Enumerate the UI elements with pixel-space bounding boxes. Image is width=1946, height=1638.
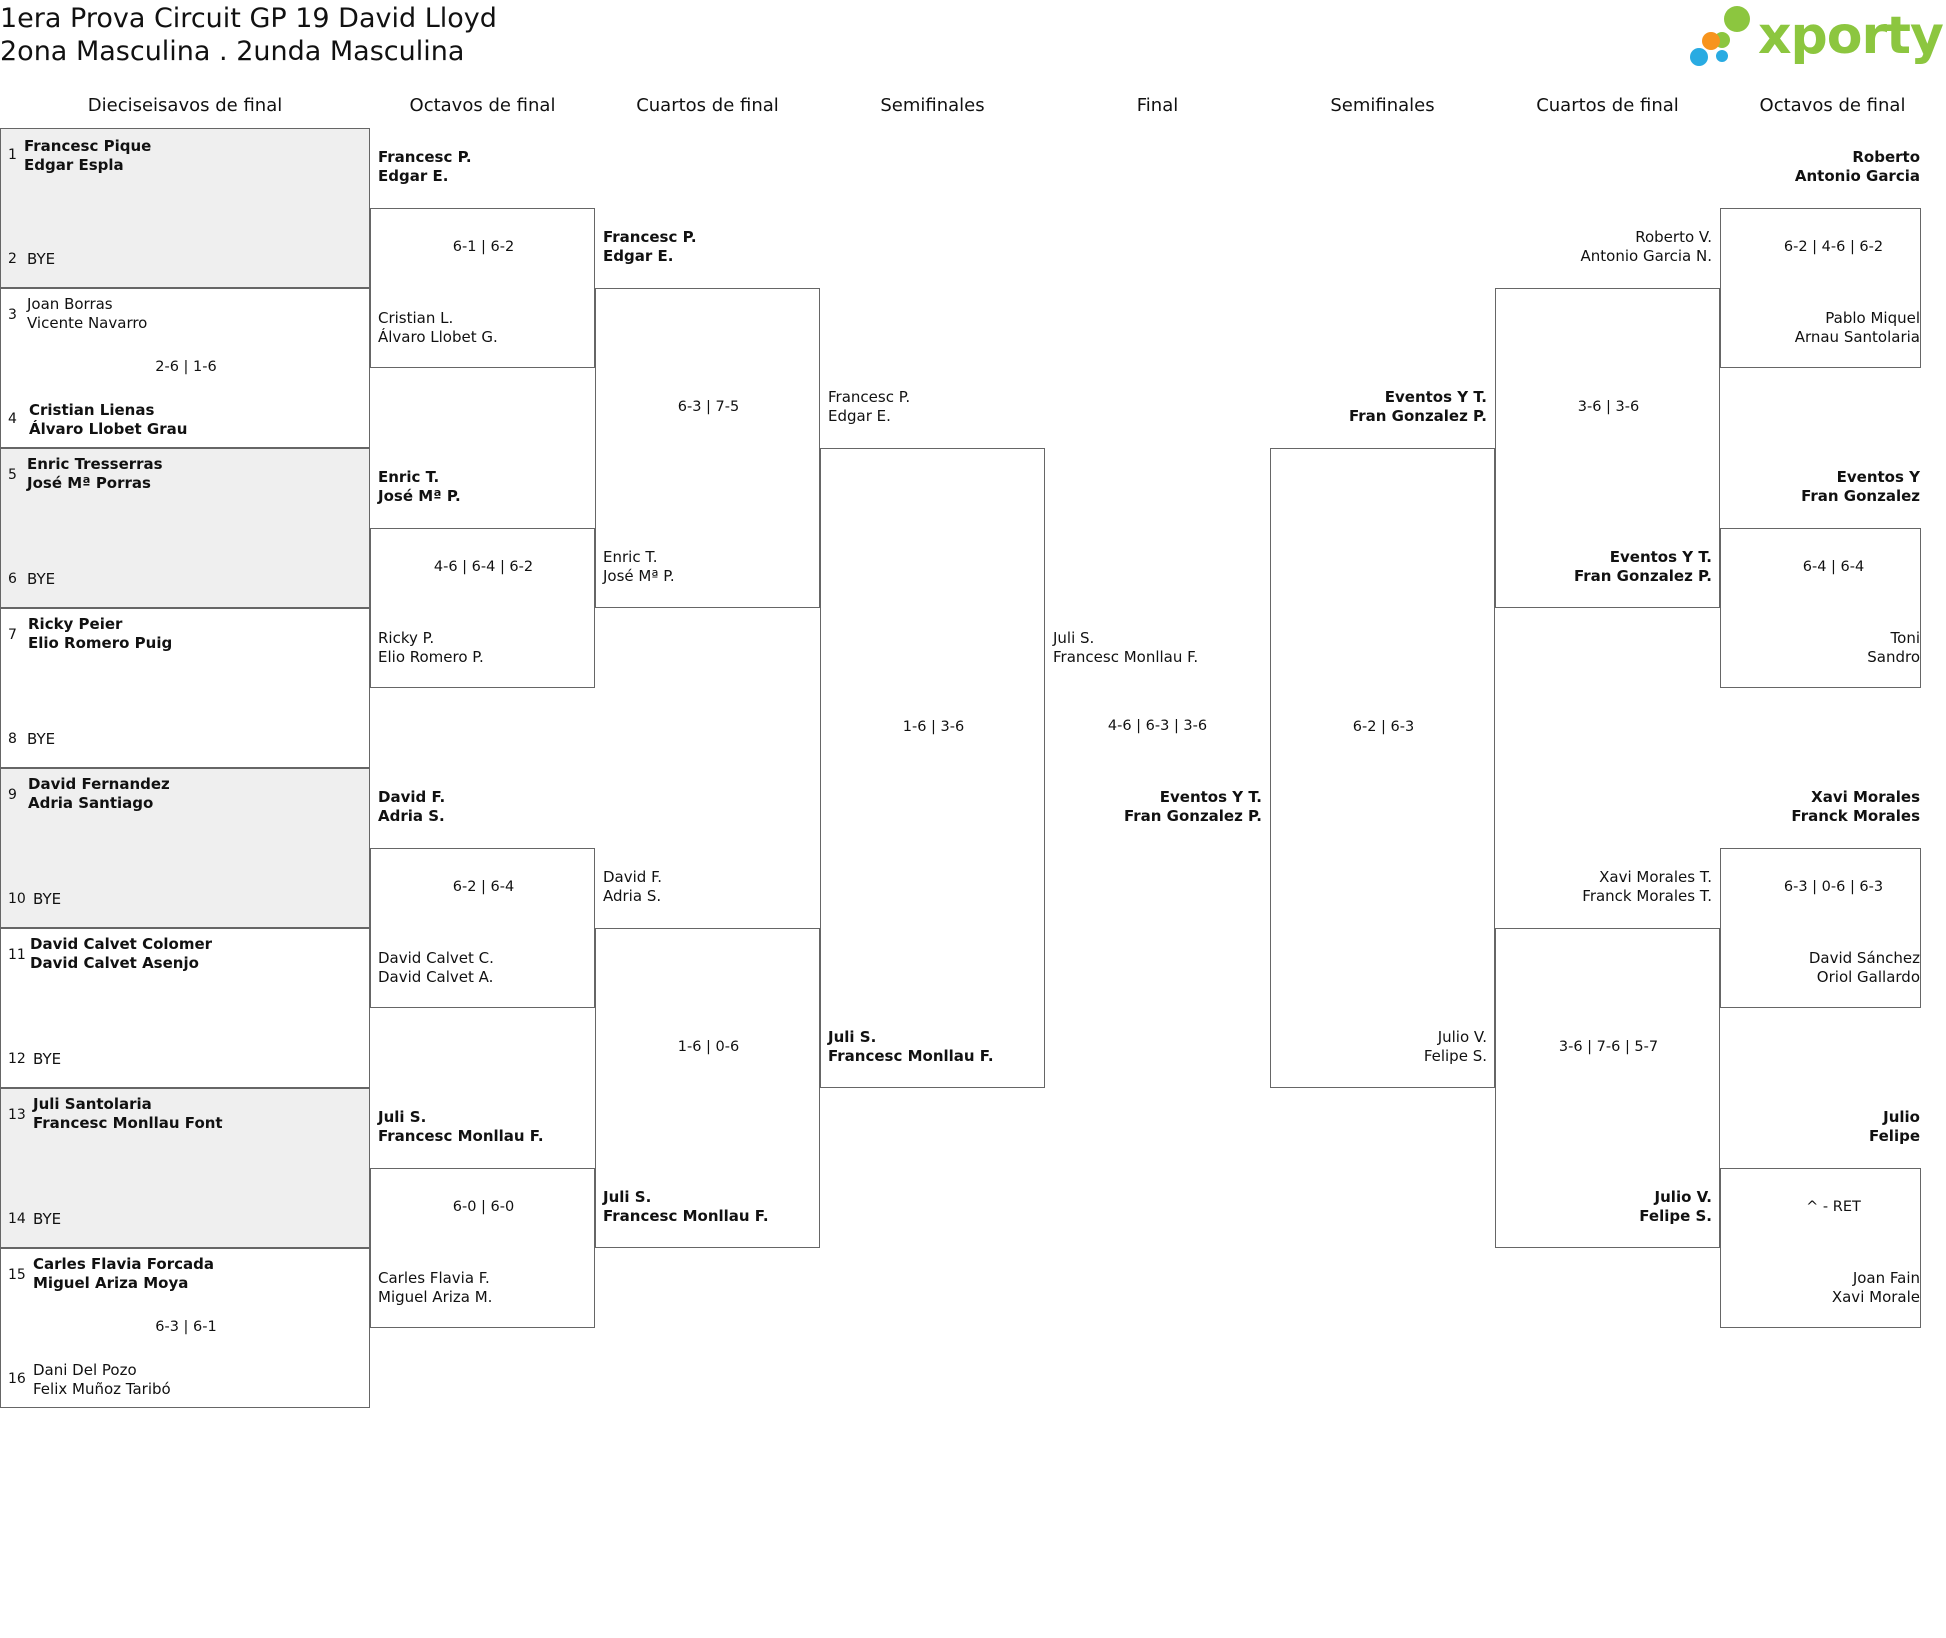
player-name: Franck Morales (1791, 807, 1920, 825)
r32-match-3 (0, 448, 370, 608)
player-name: Edgar E. (828, 407, 891, 425)
seed-number: 11 (8, 947, 26, 963)
player-name: Cristian Lienas (29, 401, 155, 419)
player-name: Adria Santiago (28, 794, 154, 812)
player-name: BYE (33, 1210, 62, 1228)
player-name: Fran Gonzalez P. (1573, 567, 1712, 585)
r32-match-6 (0, 928, 370, 1088)
sf-right-box (1270, 448, 1495, 1088)
qf-right-1-team-a (1495, 228, 1712, 266)
sf-left-team-b (828, 1028, 994, 1066)
match-score: 1-6 | 0-6 (677, 1039, 740, 1055)
logo-orange-dot (1702, 32, 1720, 50)
r16-right-4-team-a (1720, 1108, 1920, 1146)
qf-right-2-team-b (1495, 1188, 1712, 1226)
qf-left-2-team-a (603, 868, 662, 906)
player-name: Sandro (1867, 648, 1920, 666)
player-name: José Mª Porras (27, 474, 151, 492)
col-header-round16-left: Octavos de final (409, 95, 556, 116)
match-score: 6-2 | 6-4 (452, 879, 515, 895)
player-name: David Calvet Asenjo (30, 954, 199, 972)
qf-right-1-team-b (1495, 548, 1712, 586)
col-header-round32: Dieciseisavos de final (87, 95, 283, 116)
seed-number: 15 (8, 1267, 26, 1283)
col-header-semifinal-left: Semifinales (880, 95, 985, 116)
player-name: BYE (27, 730, 56, 748)
final-team-b (1045, 788, 1262, 826)
player-name: Francesc P. (603, 228, 697, 246)
player-name: Felipe (1868, 1127, 1920, 1145)
sf-right-team-a (1270, 388, 1487, 426)
match-score: ^ - RET (1806, 1199, 1861, 1215)
r16-right-3-team-b (1720, 949, 1920, 987)
player-name: Antonio Garcia N. (1580, 247, 1712, 265)
player-name: David Calvet A. (378, 968, 494, 986)
player-name: Fran Gonzalez P. (1123, 807, 1262, 825)
player-name: Ricky Peier (28, 615, 123, 633)
r32-match-5 (0, 768, 370, 928)
player-name: Toni (1890, 629, 1920, 647)
player-name: Arnau Santolaria (1794, 328, 1920, 346)
player-name: Eventos Y T. (1384, 388, 1487, 406)
player-name: Enric T. (603, 548, 658, 566)
r16-left-4-team-a (378, 1108, 544, 1146)
player-name: David Calvet C. (378, 949, 494, 967)
player-name: Juli S. (828, 1028, 877, 1046)
player-name: Felipe S. (1639, 1207, 1712, 1225)
seed-number: 4 (8, 411, 17, 427)
match-score: 3-6 | 7-6 | 5-7 (1558, 1039, 1659, 1055)
player-name: Francesc Monllau F. (603, 1207, 769, 1225)
seed-number: 10 (8, 891, 26, 907)
player-name: Enric T. (378, 468, 440, 486)
col-header-final: Final (1136, 95, 1179, 116)
match-score: 6-0 | 6-0 (452, 1199, 515, 1215)
player-name: Eventos Y T. (1609, 548, 1712, 566)
qf-right-2-team-a (1495, 868, 1712, 906)
seed-number: 5 (8, 467, 17, 483)
player-name: Julio (1883, 1108, 1920, 1126)
r32-match-7 (0, 1088, 370, 1248)
player-name: Pablo Miquel (1825, 309, 1920, 327)
seed-number: 7 (8, 627, 17, 643)
category-title: 2ona Masculina . 2unda Masculina (0, 36, 465, 67)
seed-number: 6 (8, 571, 17, 587)
player-name: Cristian L. (378, 309, 454, 327)
player-name: Xavi Morales (1811, 788, 1920, 806)
final-score: 4-6 | 6-3 | 3-6 (1107, 718, 1208, 734)
player-name: Fran Gonzalez P. (1348, 407, 1487, 425)
r32-match-4 (0, 608, 370, 768)
col-header-semifinal-right: Semifinales (1330, 95, 1435, 116)
player-name: Joan Borras (27, 295, 113, 313)
player-name: Elio Romero P. (378, 648, 484, 666)
player-name: Ricky P. (378, 629, 435, 647)
player-name: Enric Tresserras (27, 455, 163, 473)
match-score: 6-2 | 4-6 | 6-2 (1783, 239, 1884, 255)
player-name: David F. (603, 868, 663, 886)
player-name: Felipe S. (1423, 1047, 1487, 1065)
qf-left-2-team-b (603, 1188, 769, 1226)
r16-right-4-team-b (1720, 1269, 1920, 1307)
player-name: Franck Morales T. (1582, 887, 1712, 905)
xporty-logo (1690, 4, 1943, 68)
match-score: 6-3 | 0-6 | 6-3 (1783, 879, 1884, 895)
player-name: Adria S. (378, 807, 445, 825)
final-team-a (1053, 629, 1198, 667)
match-score: 1-6 | 3-6 (902, 719, 965, 735)
r32-match-1 (0, 128, 370, 288)
qf-left-1-team-b (603, 548, 675, 586)
player-name: Roberto (1852, 148, 1920, 166)
player-name: Edgar E. (378, 167, 449, 185)
player-name: Julio V. (1654, 1188, 1712, 1206)
player-name: Francesc P. (828, 388, 911, 406)
logo-green-dot (1724, 6, 1750, 32)
seed-number: 14 (8, 1211, 26, 1227)
match-score: 6-4 | 6-4 (1802, 559, 1865, 575)
player-name: Joan Fain (1852, 1269, 1920, 1287)
player-name: Francesc Monllau Font (33, 1114, 223, 1132)
seed-number: 1 (8, 147, 17, 163)
player-name: Juli S. (603, 1188, 652, 1206)
col-header-quarterfinal-left: Cuartos de final (636, 95, 779, 116)
player-name: José Mª P. (378, 487, 461, 505)
player-name: Julio V. (1437, 1028, 1487, 1046)
player-name: Adria S. (603, 887, 662, 905)
r16-left-3-team-a (378, 788, 445, 826)
seed-number: 9 (8, 787, 17, 803)
player-name: David F. (378, 788, 446, 806)
player-name: BYE (33, 1050, 62, 1068)
match-score: 2-6 | 1-6 (155, 359, 217, 375)
player-name: Eventos Y (1836, 468, 1920, 486)
player-name: José Mª P. (603, 567, 675, 585)
match-score: 3-6 | 3-6 (1577, 399, 1640, 415)
player-name: Felix Muñoz Taribó (33, 1380, 171, 1398)
seed-number: 8 (8, 731, 17, 747)
player-name: Francesc Monllau F. (1053, 648, 1199, 666)
player-name: David Calvet Colomer (30, 935, 213, 953)
player-name: David Sánchez (1808, 949, 1920, 967)
r16-right-1-team-a (1720, 148, 1920, 186)
player-name: Edgar E. (603, 247, 674, 265)
player-name: Fran Gonzalez (1801, 487, 1920, 505)
player-name: Juli S. (1053, 629, 1095, 647)
player-name: Francesc Pique (24, 137, 152, 155)
player-name: Xavi Morales T. (1599, 868, 1712, 886)
r16-left-2-team-b (378, 629, 484, 667)
player-name: Edgar Espla (24, 156, 124, 174)
player-name: David Fernandez (28, 775, 170, 793)
r32-match-2 (0, 288, 370, 448)
player-name: BYE (27, 250, 56, 268)
player-name: BYE (33, 890, 62, 908)
player-name: Juli Santolaria (33, 1095, 152, 1113)
player-name: Francesc P. (378, 148, 472, 166)
sf-left-team-a (828, 388, 910, 426)
player-name: Francesc Monllau F. (828, 1047, 994, 1065)
logo-small-blue-dot (1716, 50, 1728, 62)
player-name: Eventos Y T. (1159, 788, 1262, 806)
player-name: Álvaro Llobet Grau (29, 420, 188, 438)
seed-number: 12 (8, 1051, 26, 1067)
r16-left-3-team-b (378, 949, 494, 987)
logo-blue-dot (1690, 48, 1708, 66)
match-score: 6-3 | 6-1 (155, 1319, 217, 1335)
seed-number: 16 (8, 1371, 26, 1387)
logo-text: xporty (1758, 6, 1943, 66)
seed-number: 13 (8, 1107, 26, 1123)
player-name: Francesc Monllau F. (378, 1127, 544, 1145)
match-score: 6-1 | 6-2 (452, 239, 515, 255)
match-score: 4-6 | 6-4 | 6-2 (433, 559, 534, 575)
player-name: Álvaro Llobet G. (378, 328, 498, 346)
match-score: 6-3 | 7-5 (677, 399, 740, 415)
player-name: Antonio Garcia (1794, 167, 1920, 185)
player-name: Elio Romero Puig (28, 634, 173, 652)
r16-left-2-team-a (378, 468, 461, 506)
player-name: Miguel Ariza Moya (33, 1274, 189, 1292)
seed-number: 2 (8, 251, 17, 267)
r16-right-2-team-b (1720, 629, 1920, 667)
player-name: BYE (27, 570, 56, 588)
sf-left-box (820, 448, 1045, 1088)
r16-left-4-team-b (378, 1269, 492, 1307)
r32-match-8 (0, 1248, 370, 1408)
sf-right-team-b (1270, 1028, 1487, 1066)
col-header-quarterfinal-right: Cuartos de final (1536, 95, 1679, 116)
player-name: Xavi Morale (1831, 1288, 1920, 1306)
player-name: Roberto V. (1635, 228, 1712, 246)
player-name: Juli S. (378, 1108, 427, 1126)
r16-right-2-team-a (1720, 468, 1920, 506)
r16-right-1-team-b (1720, 309, 1920, 347)
tournament-title: 1era Prova Circuit GP 19 David Lloyd (0, 3, 497, 34)
player-name: Carles Flavia F. (378, 1269, 490, 1287)
qf-left-1-team-a (603, 228, 697, 266)
seed-number: 3 (8, 307, 17, 323)
player-name: Miguel Ariza M. (378, 1288, 493, 1306)
player-name: Carles Flavia Forcada (33, 1255, 214, 1273)
player-name: Vicente Navarro (27, 314, 148, 332)
r16-left-1-team-b (378, 309, 498, 347)
player-name: Oriol Gallardo (1816, 968, 1920, 986)
col-header-round16-right: Octavos de final (1759, 95, 1906, 116)
player-name: Dani Del Pozo (33, 1361, 137, 1379)
r16-right-3-team-a (1720, 788, 1920, 826)
match-score: 6-2 | 6-3 (1352, 719, 1415, 735)
r16-left-1-team-a (378, 148, 472, 186)
